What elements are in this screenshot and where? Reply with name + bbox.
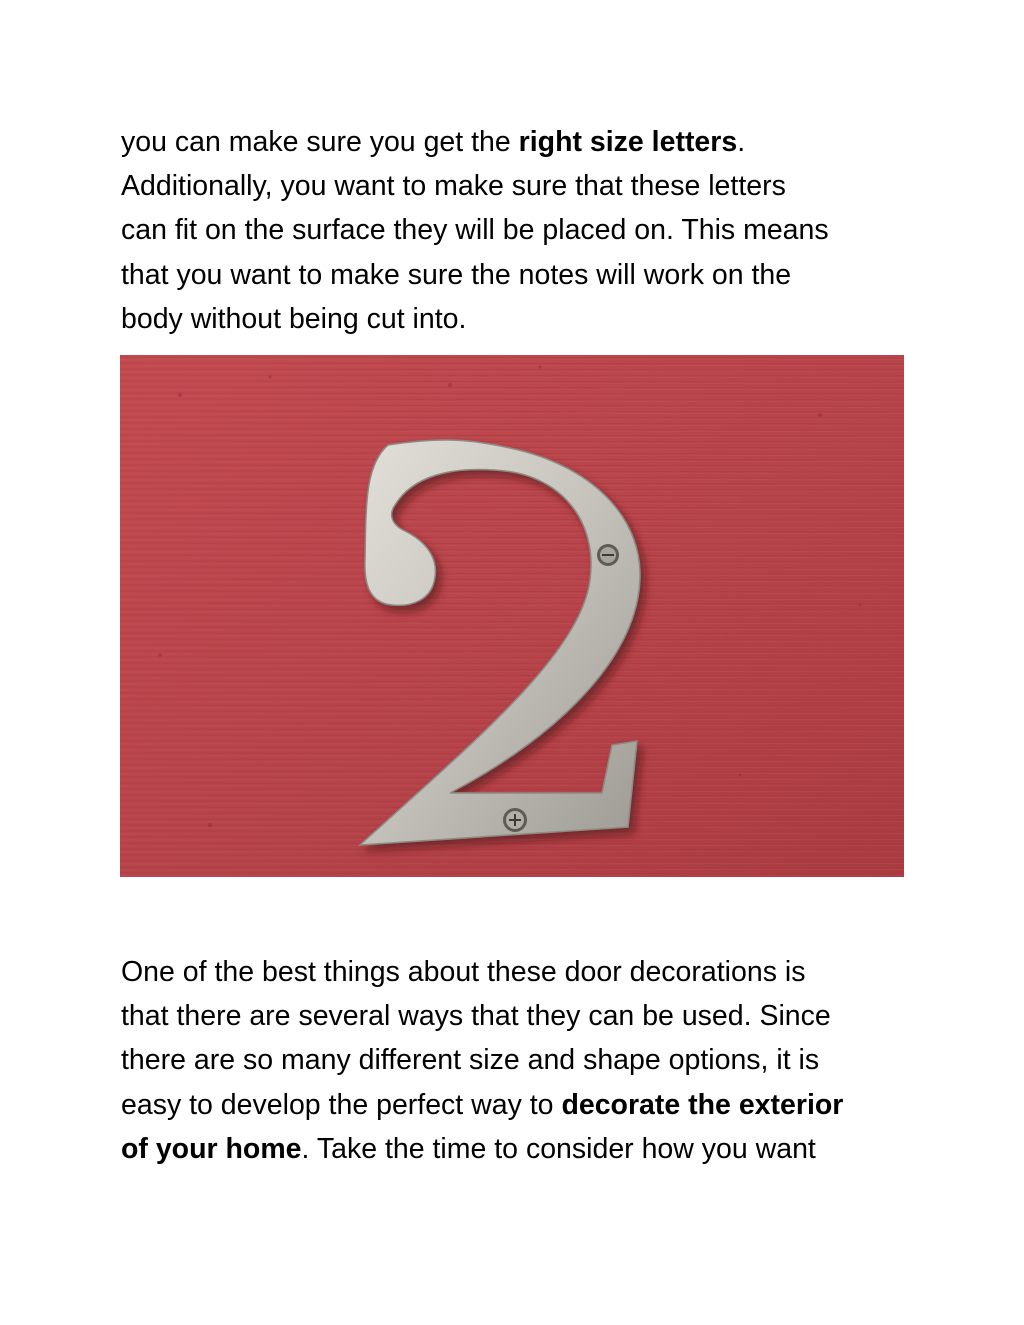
text-line: of your home. Take the time to consider how you want	[121, 1132, 816, 1165]
emphasis-decorate-exterior: decorate the exterior	[561, 1088, 844, 1121]
text-line: that you want to make sure the notes will work on the	[121, 258, 792, 291]
text-line: easy to develop the perfect way to decorate the exterior	[121, 1088, 844, 1121]
text-line: you can make sure you get the right size letters.	[121, 126, 746, 158]
paragraph-door-decorations	[121, 950, 911, 1171]
text-line: Additionally, you want to make sure that these letters	[121, 170, 786, 203]
house-number-photo	[120, 355, 904, 877]
emphasis-right-size-letters: right size letters	[518, 126, 738, 158]
text-line: can fit on the surface they will be placed on. This means	[121, 214, 829, 247]
emphasis-of-your-home: of your home	[121, 1132, 302, 1165]
text-line: body without being cut into.	[121, 302, 467, 335]
screw-bottom	[503, 808, 527, 832]
text-line: there are so many different size and shape options, it is	[121, 1044, 820, 1077]
text-line: One of the best things about these door decorations is	[121, 956, 806, 988]
paragraph-intro	[121, 120, 911, 341]
screw-top	[597, 544, 619, 566]
text-line: that there are several ways that they can be used. Since	[121, 1000, 831, 1033]
house-number-2-image	[120, 355, 904, 877]
